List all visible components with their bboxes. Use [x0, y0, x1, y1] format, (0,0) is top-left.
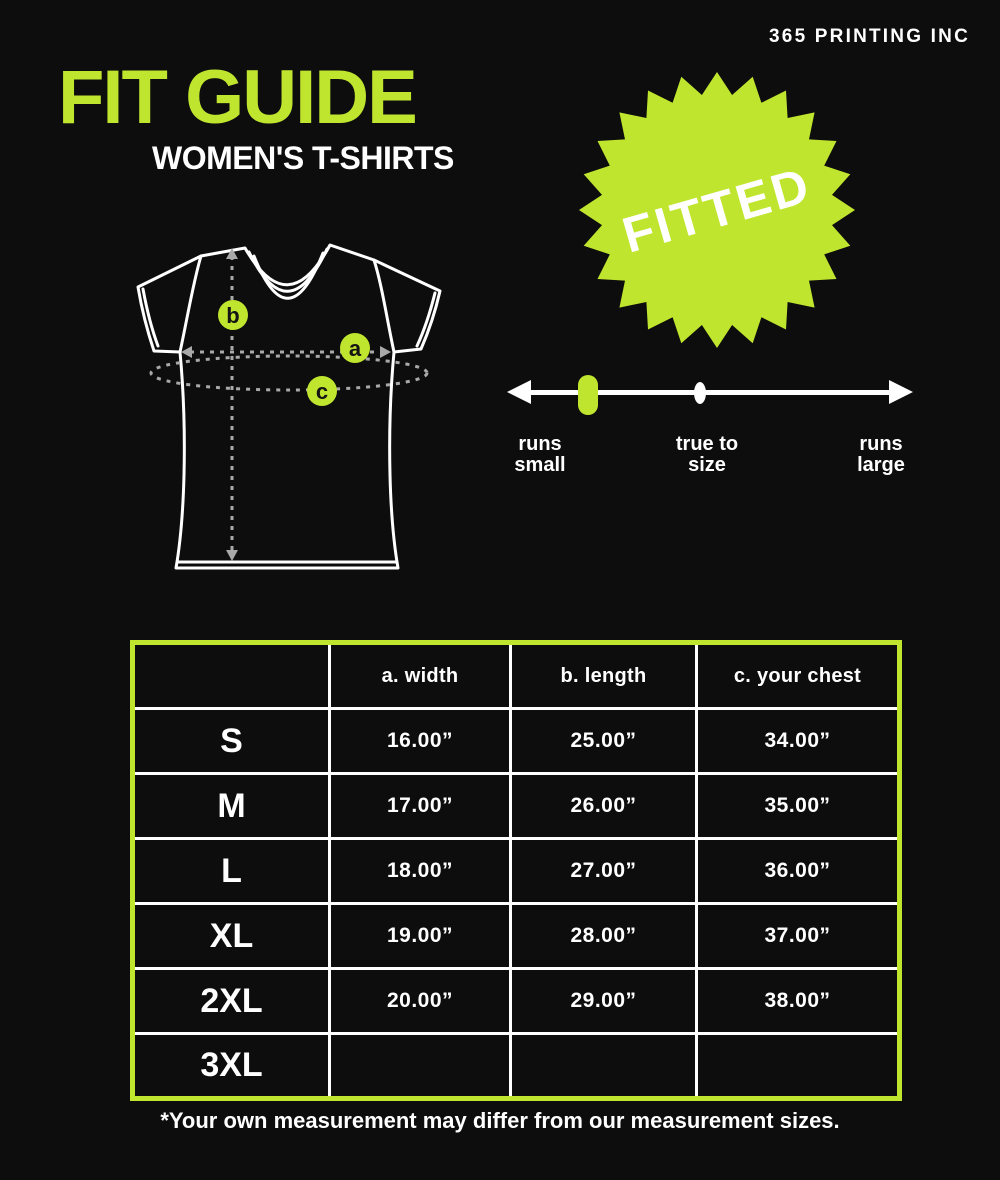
- header-empty: [133, 643, 330, 709]
- scale-arrow-right-icon: [889, 380, 913, 404]
- fitted-badge: [577, 70, 857, 350]
- length-cell: 25.00”: [511, 709, 697, 774]
- size-cell: L: [133, 839, 330, 904]
- arrow-right-icon: [380, 346, 391, 358]
- length-cell: [511, 1034, 697, 1099]
- size-cell: 2XL: [133, 969, 330, 1034]
- header-chest: c. your chest: [697, 643, 900, 709]
- chest-cell: 35.00”: [697, 774, 900, 839]
- table-row: [133, 839, 900, 904]
- fit-indicator: [578, 375, 598, 415]
- label-line: small: [514, 454, 566, 476]
- size-cell: S: [133, 709, 330, 774]
- header-length: b. length: [511, 643, 697, 709]
- label-line: size: [688, 454, 726, 476]
- arrow-down-icon: [226, 550, 238, 561]
- true-to-size-dot: [694, 382, 706, 404]
- label-runs-large: [857, 434, 905, 476]
- marker-c-label: c: [315, 379, 329, 404]
- marker-a-label: a: [348, 336, 362, 361]
- chest-cell: 38.00”: [697, 969, 900, 1034]
- marker-b-label: b: [226, 303, 240, 328]
- width-cell: 18.00”: [330, 839, 511, 904]
- tshirt-outline: [138, 245, 440, 568]
- length-cell: 27.00”: [511, 839, 697, 904]
- chest-cell: 37.00”: [697, 904, 900, 969]
- length-cell: 29.00”: [511, 969, 697, 1034]
- table-row: [133, 774, 900, 839]
- page-title: FIT GUIDE: [58, 55, 416, 140]
- brand-text: 365 PRINTING INC: [769, 26, 970, 47]
- size-cell: 3XL: [133, 1034, 330, 1099]
- chest-cell: 36.00”: [697, 839, 900, 904]
- length-cell: 26.00”: [511, 774, 697, 839]
- label-line: runs: [518, 433, 562, 455]
- chest-cell: 34.00”: [697, 709, 900, 774]
- label-runs-small: [514, 434, 565, 476]
- footnote-text: *Your own measurement may differ from our measurement sizes.: [160, 1108, 840, 1133]
- size-cell: XL: [133, 904, 330, 969]
- table-row: [133, 709, 900, 774]
- armhole-seam-right: [374, 260, 394, 352]
- width-cell: 19.00”: [330, 904, 511, 969]
- table-row: [133, 904, 900, 969]
- width-cell: 20.00”: [330, 969, 511, 1034]
- chest-cell: [697, 1034, 900, 1099]
- starburst-icon: [577, 70, 857, 350]
- fit-scale: [507, 358, 913, 488]
- width-cell: 16.00”: [330, 709, 511, 774]
- width-cell: [330, 1034, 511, 1099]
- table-row: [133, 1034, 900, 1099]
- armhole-seam-left: [180, 256, 201, 352]
- tshirt-diagram: [110, 235, 470, 580]
- arrow-left-icon: [181, 346, 192, 358]
- page-subtitle: WOMEN'S T-SHIRTS: [152, 140, 454, 176]
- header-width: a. width: [330, 643, 511, 709]
- length-cell: 28.00”: [511, 904, 697, 969]
- tshirt-icon: [110, 235, 470, 580]
- badge-label: FITTED: [616, 156, 818, 264]
- label-true-to-size: [676, 434, 738, 476]
- size-table: [130, 640, 902, 1101]
- width-cell: 17.00”: [330, 774, 511, 839]
- label-line: true to: [675, 433, 739, 455]
- table-row: [133, 969, 900, 1034]
- label-line: runs: [859, 433, 903, 455]
- size-cell: M: [133, 774, 330, 839]
- chest-measure-ellipse: [151, 356, 427, 390]
- table-header-row: [133, 643, 900, 709]
- label-line: large: [857, 454, 905, 476]
